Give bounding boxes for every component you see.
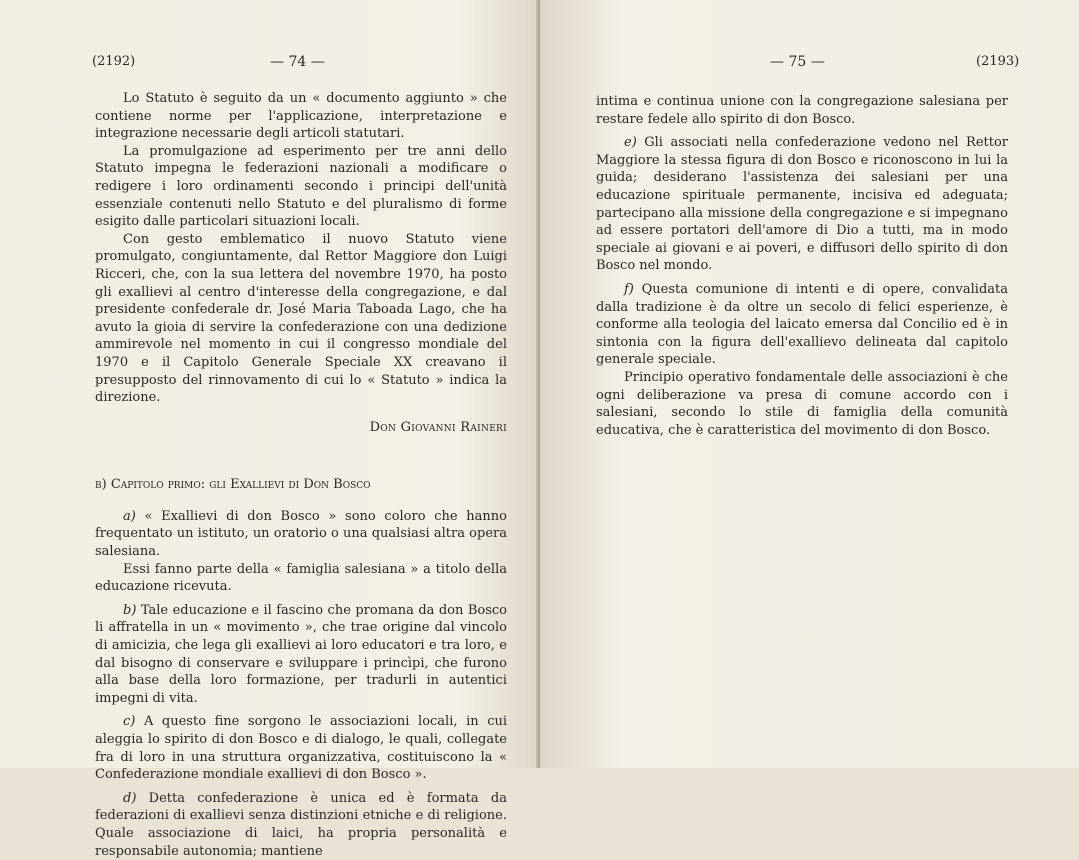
article-a-continued [95, 561, 507, 596]
article-f-continued [596, 369, 1008, 439]
left-page-number: — 74 — [270, 54, 325, 70]
article-e [596, 134, 1008, 275]
left-page [0, 0, 540, 859]
article-text: Questa comunione di intenti e di opere, convalidata dalla tradizione è da oltre un secolo di felici esperienze, è conforme alla teologia del laicato emersa dal Concilio ed è in sintonia con la figura dell'exallievo delineata dal capitolo generale speciale. [596, 281, 1008, 368]
left-page-text [95, 90, 507, 860]
signature: Don Giovanni Raineri [369, 419, 507, 435]
right-page [540, 0, 1079, 768]
article-text: Detta confederazione è unica ed è formata da federazioni di exallievi senza distinzioni etniche e di religione. Quale associazione di laici, ha propria personalità e responsabile autonomia; mantiene [95, 790, 507, 859]
article-text: Essi fanno parte della « famiglia salesiana » a titolo della educazione ricevuta. [95, 561, 507, 595]
paragraph: Lo Statuto è seguito da un « documento aggiunto » che contiene norme per l'applicazione, interpretazione e integrazione necessarie degli articoli statutari. [95, 91, 507, 142]
article-c [95, 713, 507, 783]
article-b [95, 602, 507, 708]
left-page-code: (2192) [92, 54, 136, 69]
article-text: A questo fine sorgono le associazioni locali, in cui aleggia lo spirito di don Bosco e di dialogo, le quali, collegate fra di loro in una struttura organizzativa, costituiscono la « Confederazione mondiale exallievi di don Bosco ». [95, 714, 508, 783]
article-a [95, 508, 507, 561]
paragraph: Con gesto emblematico il nuovo Statuto viene promulgato, congiuntamente, dal Rettor Maggiore don Luigi Ricceri, che, con la sua lettera del novembre 1970, ha posto gli exallievi al centro d'interesse della congregazione, e dal presidente confederale dr. José Maria Taboada Lago, che ha avuto la gioia di servire la confederazione con una dedizione ammirevole nel momento in cui il congresso mondiale del 1970 e il Capitolo Generale Speciale XX creavano il presupposto del rinnovamento di cui lo « Statuto » indica la direzione. [95, 231, 507, 406]
article-label: a) [123, 508, 136, 524]
article-label: c) [123, 714, 136, 730]
article-text: Gli associati nella confederazione vedono nel Rettor Maggiore la stessa figura di don Bosco e riconoscono in lui la guida; desiderano l'assistenza dei salesiani per una educazione spirituale permanente, incisiva ed adeguata; partecipano alla missione della congregazione e si impegnano ad essere portatori dell'amore di Dio a tutti, ma in modo speciale ai giovani e ai poveri, e diffusori dello spirito di don Bosco nel mondo. [596, 135, 1008, 274]
article-label: f) [624, 281, 634, 297]
article-label: d) [123, 790, 137, 806]
article-d [95, 790, 507, 860]
right-page-number: — 75 — [770, 54, 825, 70]
article-label: e) [624, 135, 637, 151]
section-title: b) Capitolo primo: gli Exallievi di Don Bosco [95, 477, 371, 493]
article-f [596, 281, 1008, 369]
article-text: Principio operativo fondamentale delle associazioni è che ogni deliberazione va presa di comune accordo con i salesiani, secondo lo stile di famiglia della comunità educativa, che è caratteristica del movimento di don Bosco. [596, 369, 1008, 438]
right-page-code: (2193) [976, 54, 1020, 69]
article-text: Tale educazione e il fascino che promana da don Bosco li affratella in un « movimento », che trae origine dal vincolo di amicizia, che lega gli exallievi ai loro educatori e tra loro, e dal bisogno di conservare e sviluppare i princìpi, che furono alla base della loro formazione, per tradurli in autentici impegni di vita. [95, 602, 507, 706]
article-label: b) [123, 602, 137, 618]
right-page-text [596, 93, 1008, 439]
paragraph: La promulgazione ad esperimento per tre anni dello Statuto impegna le federazioni nazionali a modificare o redigere i loro ordinamenti secondo i principi dell'unità essenziale contenuti nello Statuto e del pluralismo di forme esigito dalle particolari situazioni locali. [95, 143, 507, 230]
article-text: « Exallievi di don Bosco » sono coloro che hanno frequentato un istituto, un oratorio o una qualsiasi altra opera salesiana. [95, 508, 507, 560]
continuation-paragraph: intima e continua unione con la congregazione salesiana per restare fedele allo spirito di don Bosco. [596, 94, 1008, 127]
